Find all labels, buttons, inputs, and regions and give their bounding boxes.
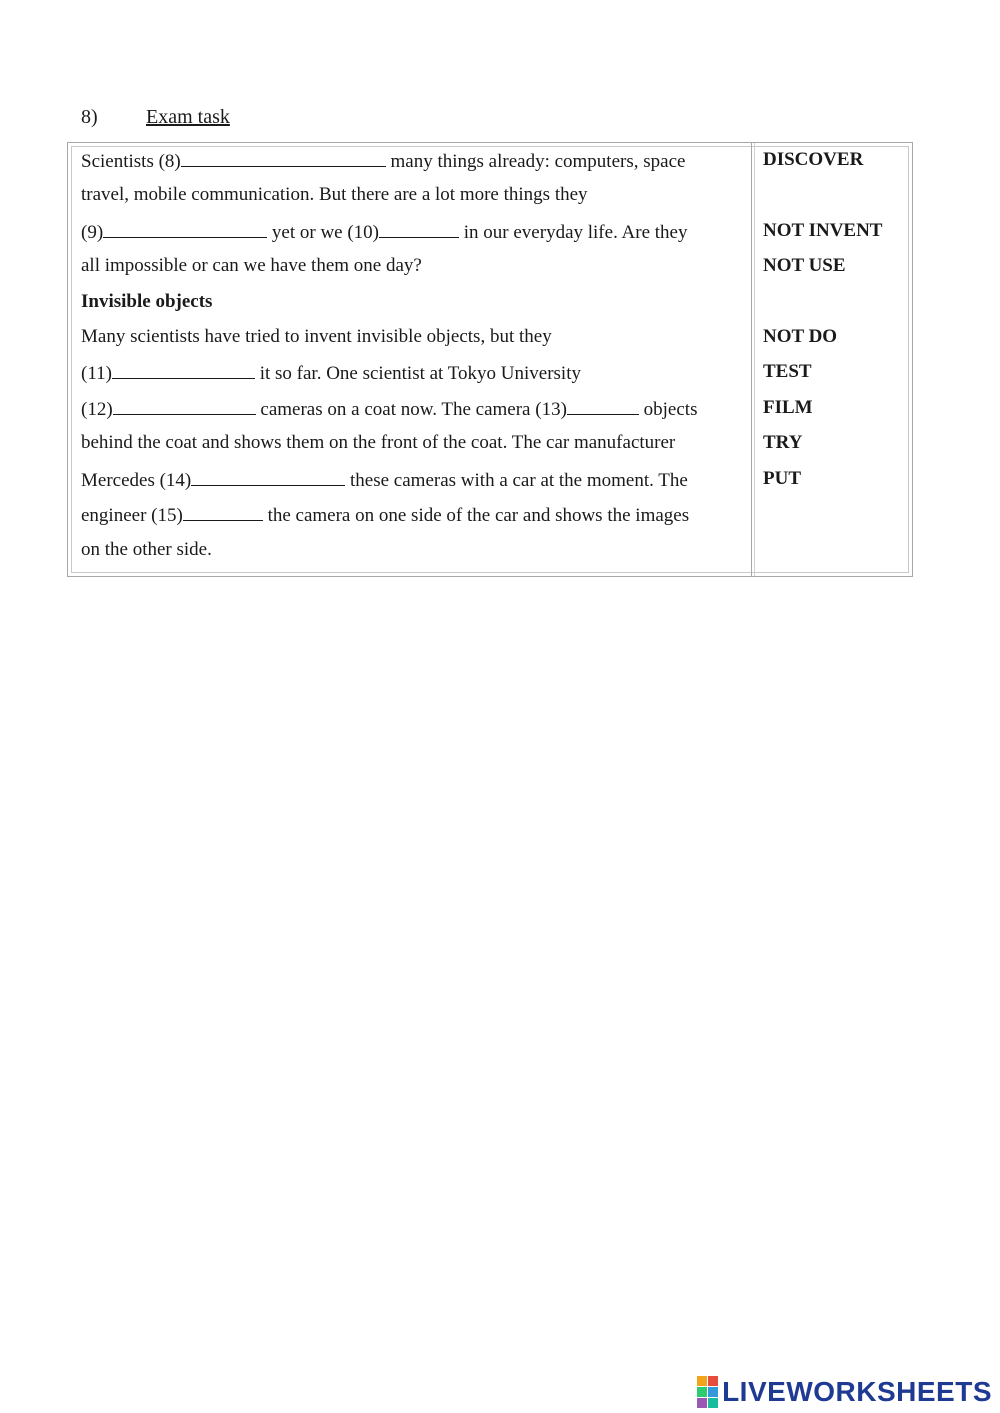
logo-text: LIVEWORKSHEETS: [722, 1376, 992, 1407]
text-line-3: [81, 219, 687, 245]
keyword-11: NOT DO: [763, 326, 838, 347]
column-divider: [751, 143, 752, 576]
text-fragment: (11): [81, 363, 112, 384]
gap-15-blank[interactable]: [183, 502, 263, 521]
logo-mark-tile: [708, 1398, 718, 1408]
text-line-9: behind the coat and shows them on the front of the coat. The car manufacturer: [81, 432, 676, 453]
keyword-15: PUT: [763, 468, 801, 489]
text-line-12: on the other side.: [81, 539, 212, 560]
column-divider-inner: [754, 143, 755, 576]
gap-13-blank[interactable]: [567, 396, 639, 415]
keyword-8: DISCOVER: [763, 149, 864, 170]
gap-11-blank[interactable]: [112, 360, 255, 379]
text-line-2: travel, mobile communication. But there are a lot more things they: [81, 184, 588, 205]
text-fragment: yet or we (10): [267, 222, 380, 243]
keyword-12: TEST: [763, 361, 812, 382]
gap-12-blank[interactable]: [113, 396, 256, 415]
gap-9-blank[interactable]: [103, 219, 267, 238]
text-fragment: cameras on a coat now. The camera (13): [255, 399, 567, 420]
text-fragment: (9): [81, 222, 104, 243]
text-line-6: Many scientists have tried to invent invisible objects, but they: [81, 326, 552, 347]
task-number: 8): [81, 106, 98, 128]
gap-14-blank[interactable]: [191, 467, 345, 486]
text-line-4: all impossible or can we have them one day?: [81, 255, 422, 276]
text-fragment: (12): [81, 399, 113, 420]
text-fragment: the camera on one side of the car and shows the images: [262, 505, 690, 526]
text-line-7: [81, 360, 581, 386]
logo-mark-tile: [708, 1376, 718, 1386]
logo-mark-tile: [708, 1387, 718, 1397]
keyword-14: TRY: [763, 432, 803, 453]
keyword-10: NOT USE: [763, 255, 846, 276]
text-line-8: [81, 396, 697, 422]
logo-mark-icon: [697, 1376, 718, 1408]
text-fragment: in our everyday life. Are they: [459, 222, 688, 243]
subheading: Invisible objects: [81, 291, 213, 312]
text-fragment: Scientists (8): [81, 151, 181, 172]
keyword-13: FILM: [763, 397, 813, 418]
task-heading: [81, 106, 230, 129]
gap-8-blank[interactable]: [181, 148, 386, 167]
text-fragment: objects: [638, 399, 698, 420]
text-line-11: [81, 502, 689, 528]
text-line-1: [81, 148, 685, 174]
text-fragment: engineer (15): [81, 505, 183, 526]
task-title: Exam task: [146, 106, 230, 128]
logo-mark-tile: [697, 1387, 707, 1397]
text-fragment: Mercedes (14): [81, 470, 192, 491]
text-fragment: it so far. One scientist at Tokyo University: [254, 363, 581, 384]
logo-mark-tile: [697, 1376, 707, 1386]
gap-10-blank[interactable]: [379, 219, 459, 238]
keyword-9: NOT INVENT: [763, 220, 883, 241]
text-fragment: these cameras with a car at the moment. The: [345, 470, 688, 491]
text-line-10: [81, 467, 688, 493]
text-fragment: many things already: computers, space: [385, 151, 686, 172]
logo-mark-tile: [697, 1398, 707, 1408]
liveworksheets-logo: [697, 1376, 992, 1408]
